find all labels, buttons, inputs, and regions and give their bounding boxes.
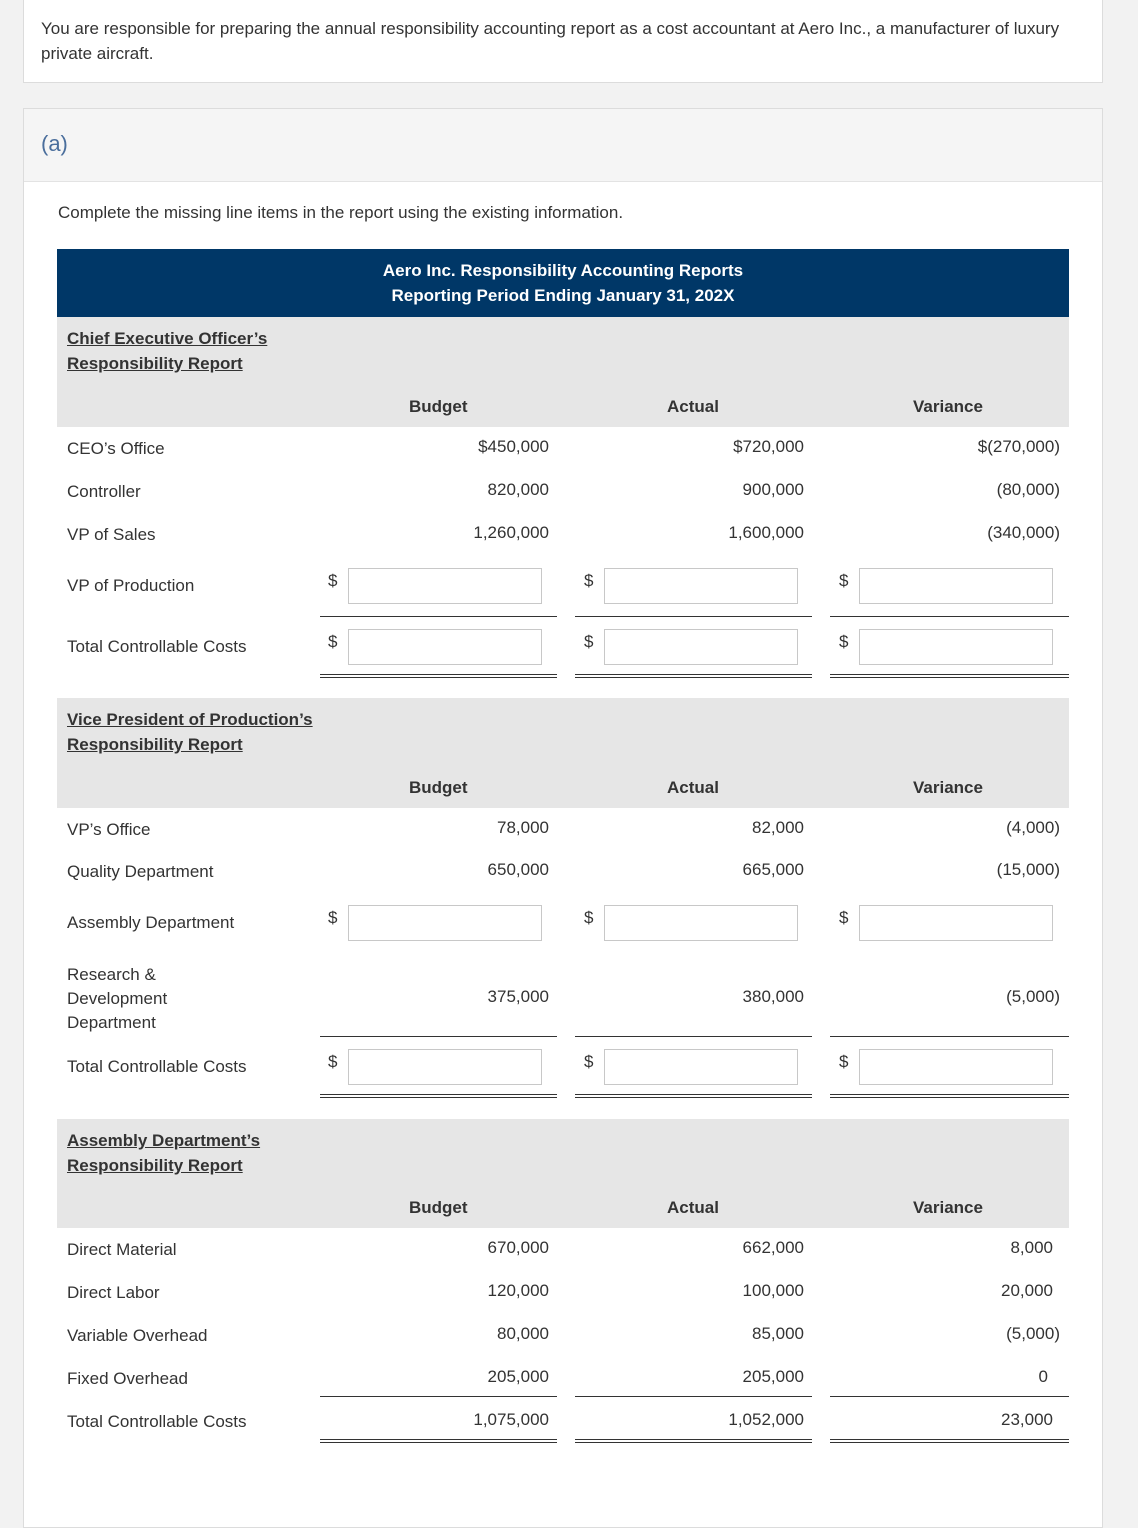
vp-col-variance: Variance [913, 778, 983, 797]
variance-value: 23,000 [1001, 1410, 1053, 1429]
variance-value: (5,000) [1006, 987, 1060, 1006]
report-title [57, 249, 1069, 317]
problem-statement-card [23, 0, 1103, 83]
budget-value: 1,260,000 [473, 523, 549, 542]
table-row [57, 1271, 1069, 1314]
total-double-rule [320, 674, 557, 678]
table-row [57, 427, 1069, 470]
total-double-rule [320, 1439, 557, 1443]
row-label: Assembly Department [67, 913, 235, 932]
row-label [67, 963, 167, 1035]
dollar-sign: $ [839, 908, 849, 927]
budget-value: 120,000 [487, 1281, 549, 1300]
row-label: Total Controllable Costs [67, 1057, 247, 1076]
dollar-sign: $ [584, 1052, 594, 1071]
actual-value: 82,000 [752, 818, 804, 837]
vp-assembly-budget-input[interactable] [348, 905, 542, 941]
ceo-vp-production-variance-input[interactable] [859, 568, 1053, 604]
assembly-col-budget: Budget [409, 1198, 468, 1217]
table-row [57, 1228, 1069, 1271]
actual-value: 665,000 [742, 860, 804, 879]
table-row [57, 513, 1069, 556]
total-double-rule [575, 1094, 812, 1098]
ceo-vp-production-budget-input[interactable] [348, 568, 542, 604]
instruction-text: Complete the missing line items in the report using the existing information. [58, 203, 624, 222]
dollar-sign: $ [328, 1052, 338, 1071]
budget-value: 375,000 [487, 987, 549, 1006]
row-label: VP of Production [67, 576, 195, 595]
subtotal-rule [830, 616, 1069, 617]
vp-total-budget-input[interactable] [348, 1049, 542, 1085]
actual-value: 100,000 [742, 1281, 804, 1300]
dollar-sign: $ [584, 632, 594, 651]
dollar-sign: $ [584, 908, 594, 927]
assembly-title-line2: Responsibility Report [67, 1156, 243, 1175]
report-title-line2: Reporting Period Ending January 31, 202X [391, 286, 735, 305]
table-row-total [57, 1037, 1069, 1119]
vp-col-actual: Actual [667, 778, 719, 797]
problem-text: You are responsible for preparing the annual responsibility accounting report as a cost accountant at Aero Inc., a manufacturer of luxury private aircraft. [41, 19, 1060, 63]
budget-value: 820,000 [487, 480, 549, 499]
ceo-col-actual: Actual [667, 397, 719, 416]
vp-total-variance-input[interactable] [859, 1049, 1053, 1085]
table-row-vp-production [57, 556, 1069, 618]
vp-assembly-variance-input[interactable] [859, 905, 1053, 941]
total-double-rule [575, 1439, 812, 1443]
subtotal-rule [320, 1396, 557, 1397]
vp-title-line2: Responsibility Report [67, 735, 243, 754]
part-a-card [23, 108, 1103, 1528]
dollar-sign: $ [328, 908, 338, 927]
row-label: VP’s Office [67, 820, 151, 839]
dollar-sign: $ [839, 1052, 849, 1071]
assembly-section-header [57, 1119, 1069, 1228]
row-label: CEO’s Office [67, 439, 165, 458]
actual-value: 900,000 [742, 480, 804, 499]
budget-value: 670,000 [487, 1238, 549, 1257]
variance-value: (15,000) [996, 860, 1060, 879]
ceo-vp-production-actual-input[interactable] [604, 568, 798, 604]
assembly-section-title [67, 1128, 260, 1178]
dollar-sign: $ [839, 571, 849, 590]
ceo-title-line2: Responsibility Report [67, 354, 243, 373]
ceo-total-actual-input[interactable] [604, 629, 798, 665]
ceo-section-header [57, 317, 1069, 427]
variance-value: (5,000) [1006, 1324, 1060, 1343]
total-double-rule [320, 1094, 557, 1098]
dollar-sign: $ [839, 632, 849, 651]
actual-value: 662,000 [742, 1238, 804, 1257]
total-double-rule [575, 674, 812, 678]
assembly-col-actual: Actual [667, 1198, 719, 1217]
row-label: Variable Overhead [67, 1326, 208, 1345]
table-row [57, 851, 1069, 894]
ceo-section-title [67, 326, 267, 376]
row-label: VP of Sales [67, 525, 156, 544]
vp-section-header [57, 698, 1069, 808]
actual-value: 380,000 [742, 987, 804, 1006]
dollar-sign: $ [584, 571, 594, 590]
subtotal-rule [830, 1396, 1069, 1397]
actual-value: 1,052,000 [728, 1410, 804, 1429]
assembly-col-variance: Variance [913, 1198, 983, 1217]
rd-label-line2: Development [67, 989, 168, 1008]
dollar-sign: $ [328, 632, 338, 651]
vp-section-title [67, 707, 313, 757]
budget-value: 205,000 [487, 1367, 549, 1386]
row-label: Direct Material [67, 1240, 177, 1259]
total-double-rule [830, 674, 1069, 678]
actual-value: 85,000 [752, 1324, 804, 1343]
vp-col-budget: Budget [409, 778, 468, 797]
total-double-rule [830, 1439, 1069, 1443]
row-label: Quality Department [67, 862, 214, 881]
row-label: Total Controllable Costs [67, 637, 247, 656]
vp-total-actual-input[interactable] [604, 1049, 798, 1085]
budget-value: $450,000 [478, 437, 549, 456]
part-label: (a) [24, 109, 1102, 182]
ceo-col-variance: Variance [913, 397, 983, 416]
assembly-title-line1: Assembly Department’s [67, 1131, 261, 1150]
row-label: Fixed Overhead [67, 1369, 188, 1388]
ceo-title-line1: Chief Executive Officer’s [67, 329, 268, 348]
table-row-rd [57, 946, 1069, 1037]
actual-value: 1,600,000 [728, 523, 804, 542]
subtotal-rule [320, 616, 557, 617]
variance-value: 20,000 [1001, 1281, 1053, 1300]
table-row [57, 1314, 1069, 1357]
variance-value: (4,000) [1006, 818, 1060, 837]
ceo-total-variance-input[interactable] [859, 629, 1053, 665]
dollar-sign: $ [328, 571, 338, 590]
subtotal-rule [575, 1396, 812, 1397]
variance-value: 0 [1038, 1367, 1048, 1386]
budget-value: 78,000 [497, 818, 549, 837]
actual-value: $720,000 [733, 437, 804, 456]
ceo-col-budget: Budget [409, 397, 468, 416]
total-double-rule [830, 1094, 1069, 1098]
variance-value: $(270,000) [977, 437, 1060, 456]
variance-value: (340,000) [987, 523, 1060, 542]
budget-value: 650,000 [487, 860, 549, 879]
variance-value: (80,000) [996, 480, 1060, 499]
table-row-assembly [57, 894, 1069, 946]
budget-value: 1,075,000 [473, 1410, 549, 1429]
responsibility-report-table [57, 249, 1069, 1460]
vp-assembly-actual-input[interactable] [604, 905, 798, 941]
row-label: Controller [67, 482, 141, 501]
table-row-total [57, 1400, 1069, 1460]
rd-label-line1: Research & [67, 965, 156, 984]
subtotal-rule [575, 616, 812, 617]
table-row [57, 808, 1069, 851]
ceo-total-budget-input[interactable] [348, 629, 542, 665]
actual-value: 205,000 [742, 1367, 804, 1386]
row-label: Total Controllable Costs [67, 1412, 247, 1431]
report-title-line1: Aero Inc. Responsibility Accounting Reports [382, 261, 744, 280]
table-row [57, 470, 1069, 513]
vp-title-line1: Vice President of Production’s [67, 710, 313, 729]
table-row-total [57, 618, 1069, 698]
row-label: Direct Labor [67, 1283, 160, 1302]
variance-value: 8,000 [1010, 1238, 1053, 1257]
budget-value: 80,000 [497, 1324, 549, 1343]
rd-label-line3: Department [67, 1013, 156, 1032]
table-row [57, 1357, 1069, 1400]
